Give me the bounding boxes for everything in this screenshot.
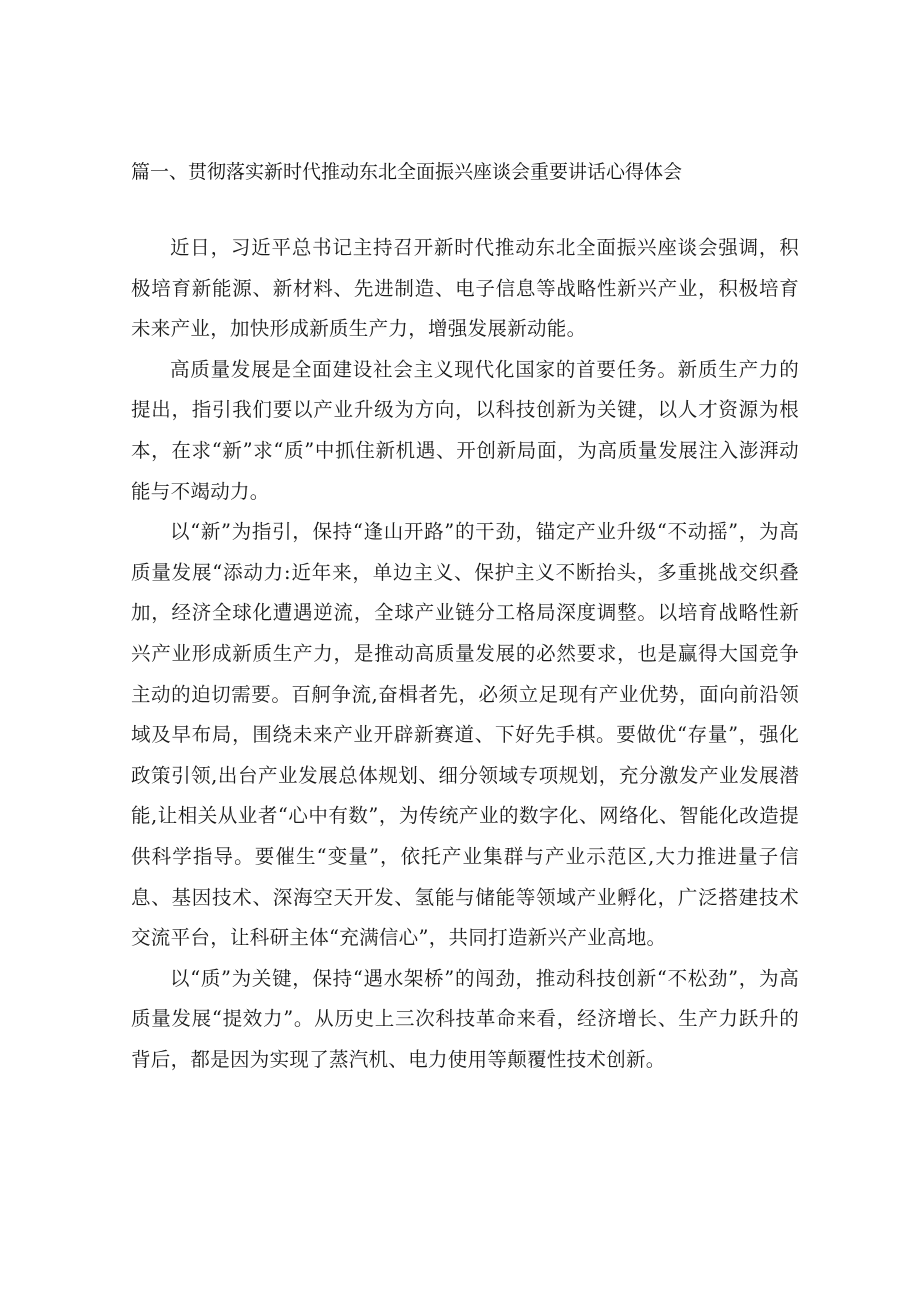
- document-body: [131, 228, 799, 1080]
- paragraph: 以“质”为关键，保持“遇水架桥”的闯劲，推动科技创新“不松劲”，为高质量发展“提效力”。从历史上三次科技革命来看，经济增长、生产力跃升的背后，都是因为实现了蒸汽机、电力使用等颠覆性技术创新。: [131, 966, 799, 1071]
- paragraph: 以“新”为指引，保持“逢山开路”的干劲，锚定产业升级“不动摇”，为高质量发展“添动力:近年来，单边主义、保护主义不断抬头，多重挑战交织叠加，经济全球化遭遇逆流，全球产业链分工格局深度调整。以培育战略性新兴产业形成新质生产力，是推动高质量发展的必然要求，也是赢得大国竞争主动的迫切需要。百舸争流,奋楫者先，必须立足现有产业优势，面向前沿领域及早布局，围绕未来产业开辟新赛道、下好先手棋。要做优“存量”，强化政策引领,出台产业发展总体规划、细分领域专项规划，充分激发产业发展潜能,让相关从业者“心中有数”，为传统产业的数字化、网络化、智能化改造提供科学指导。要催生“变量”，依托产业集群与产业示范区,大力推进量子信息、基因技术、深海空天开发、氢能与储能等领域产业孵化，广泛搭建技术交流平台，让科研主体“充满信心”，共同打造新兴产业高地。: [131, 520, 799, 950]
- paragraph: 高质量发展是全面建设社会主义现代化国家的首要任务。新质生产力的提出，指引我们要以产业升级为方向，以科技创新为关键，以人才资源为根本，在求“新”求“质”中抓住新机遇、开创新局面，为高质量发展注入澎湃动能与不竭动力。: [131, 357, 799, 503]
- paragraph: 近日，习近平总书记主持召开新时代推动东北全面振兴座谈会强调，积极培育新能源、新材料、先进制造、电子信息等战略性新兴产业，积极培育未来产业，加快形成新质生产力，增强发展新动能。: [131, 236, 799, 341]
- document-title: 篇一、贯彻落实新时代推动东北全面振兴座谈会重要讲话心得体会: [131, 161, 683, 183]
